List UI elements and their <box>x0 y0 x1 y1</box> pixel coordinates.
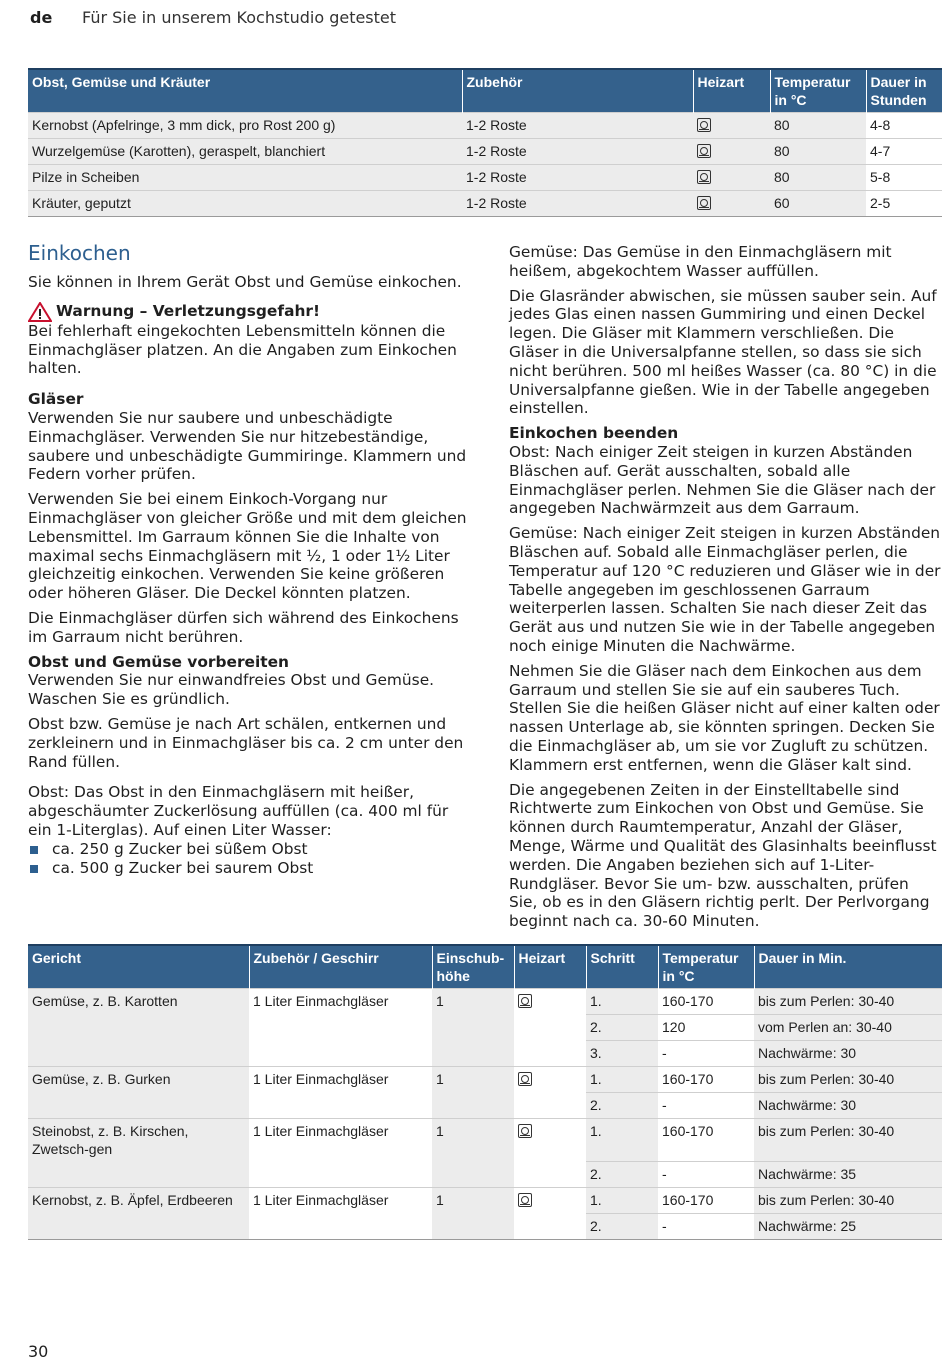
table-row <box>28 989 942 1015</box>
right-column <box>509 243 942 937</box>
duration-cell: bis zum Perlen: 30-40 <box>754 1067 942 1093</box>
duration-cell: Nachwärme: 25 <box>754 1213 942 1239</box>
step-cell: 2. <box>586 1161 658 1187</box>
accessory-cell: 1 Liter Einmachgläser <box>249 989 432 1015</box>
hot-air-icon <box>518 1072 532 1086</box>
heating-mode-cell <box>514 1213 586 1239</box>
table-row <box>28 1041 942 1067</box>
paragraph: Obst: Das Obst in den Einmachgläsern mit heißer, abgeschäumter Zuckerlösung auffüllen (ca. 400 ml für ein 1-Literglas). Auf einen Liter Wasser: <box>28 783 449 839</box>
temperature-cell: 160-170 <box>658 1187 754 1213</box>
paragraph: Gemüse: Das Gemüse in den Einmachgläsern mit heißem, abgekochtem Wasser auffüllen. <box>509 243 892 280</box>
accessory-cell <box>249 1213 432 1239</box>
col-header-duration: Dauer in Min. <box>754 945 942 989</box>
accessory-cell <box>249 1041 432 1067</box>
heating-mode-cell <box>693 113 770 139</box>
hot-air-icon <box>697 118 711 132</box>
paragraph: Gemüse: Nach einiger Zeit steigen in kurzen Abständen Bläschen auf. Sobald alle Einmachgläser perlen, die Temperatur auf 120 °C reduzieren und Gläser wie in der Tabelle angegeben im geschlossenen Garraum weiterperlen lassen. Schalten Sie nach dieser Zeit das Gerät aus und nutzen Sie wie in der Tabelle angegeben noch einige Minuten die Nachwärme. <box>509 524 941 655</box>
food-cell: Pilze in Scheiben <box>28 165 462 191</box>
duration-cell: vom Perlen an: 30-40 <box>754 1015 942 1041</box>
hot-air-icon <box>697 196 711 210</box>
hot-air-icon <box>518 1193 532 1207</box>
level-cell <box>432 1041 514 1067</box>
level-cell: 1 <box>432 989 514 1015</box>
temperature-cell: 80 <box>770 165 866 191</box>
list-item: ca. 250 g Zucker bei süßem Obst <box>28 840 468 859</box>
dish-cell <box>28 1041 249 1067</box>
accessory-cell <box>249 1093 432 1119</box>
finish-title: Einkochen beenden <box>509 424 679 443</box>
paragraph: Verwenden Sie bei einem Einkoch-Vorgang nur Einmachgläser von gleicher Größe und mit dem gleichen Lebensmittel. Im Garraum können Sie die Inhalte von maximal sechs Einmachgläsern mit ½, 1 oder 1½ Liter gleichzeitig einkochen. Verwenden Sie keine größeren oder höheren Gläser. Die Deckel könnten platzen. <box>28 490 467 603</box>
warning-icon <box>28 302 52 322</box>
col-header-heating: Heizart <box>693 69 770 113</box>
accessory-cell: 1-2 Roste <box>462 165 693 191</box>
table-row <box>28 1213 942 1239</box>
heating-mode-cell <box>693 139 770 165</box>
paragraph: Die Glasränder abwischen, sie müssen sauber sein. Auf jedes Glas einen nassen Gummiring und einen Deckel legen. Die Gläser mit Klammern verschließen. Die Gläser in die Universalpfanne stellen, so dass sie sich nicht berühren. 500 ml heißes Wasser (ca. 80 °C) in die Universalpfanne gießen. Wie in der Tabelle angegeben einstellen. <box>509 286 937 418</box>
temperature-cell: - <box>658 1161 754 1187</box>
step-cell: 1. <box>586 989 658 1015</box>
heating-mode-cell <box>514 1067 586 1093</box>
step-cell: 2. <box>586 1213 658 1239</box>
level-cell <box>432 1093 514 1119</box>
duration-cell: 4-8 <box>866 113 942 139</box>
drying-table <box>28 68 942 217</box>
paragraph: Obst bzw. Gemüse je nach Art schälen, entkernen und zerkleinern und in Einmachgläser bis ca. 2 cm unter den Rand füllen. <box>28 714 464 771</box>
hot-air-icon <box>697 170 711 184</box>
heating-mode-cell <box>514 989 586 1015</box>
duration-cell: 5-8 <box>866 165 942 191</box>
duration-cell: 4-7 <box>866 139 942 165</box>
dish-cell <box>28 1093 249 1119</box>
heating-mode-cell <box>693 165 770 191</box>
col-header-accessory: Zubehör <box>462 69 693 113</box>
temperature-cell: 160-170 <box>658 989 754 1015</box>
page-header-title: Für Sie in unserem Kochstudio getestet <box>82 8 397 27</box>
accessory-cell: 1-2 Roste <box>462 191 693 217</box>
level-cell: 1 <box>432 1067 514 1093</box>
temperature-cell: 160-170 <box>658 1067 754 1093</box>
temperature-cell: - <box>658 1041 754 1067</box>
temperature-cell: 80 <box>770 113 866 139</box>
temperature-cell: - <box>658 1093 754 1119</box>
heating-mode-cell <box>514 1015 586 1041</box>
hot-air-icon <box>518 1124 532 1138</box>
list-item: ca. 500 g Zucker bei saurem Obst <box>28 859 468 878</box>
language-code: de <box>30 8 53 27</box>
prepare-text: Verwenden Sie nur einwandfreies Obst und Gemüse. Waschen Sie es gründlich. <box>28 671 435 709</box>
level-cell <box>432 1161 514 1187</box>
duration-cell: Nachwärme: 35 <box>754 1161 942 1187</box>
step-cell: 1. <box>586 1119 658 1162</box>
col-header-temperature: Temperatur in °C <box>770 69 866 113</box>
warning-text: Bei fehlerhaft eingekochten Lebensmitteln können die Einmachgläser platzen. An die Angaben zum Einkochen halten. <box>28 321 457 378</box>
paragraph: Nehmen Sie die Gläser nach dem Einkochen aus dem Garraum und stellen Sie sie auf ein sauberes Tuch. Stellen Sie die heißen Gläser nicht auf einer kalten oder nassen Unterlage ab, sie könnten springen. Decken Sie die Einmachgläser ab, um sie vor Zugluft zu schützen. Klammern erst entfernen, wenn die Gläser kalt sind. <box>509 661 940 774</box>
food-cell: Wurzelgemüse (Karotten), geraspelt, blanchiert <box>28 139 462 165</box>
duration-cell: bis zum Perlen: 30-40 <box>754 989 942 1015</box>
level-cell: 1 <box>432 1119 514 1162</box>
table-row <box>28 1067 942 1093</box>
dish-cell <box>28 1015 249 1041</box>
food-cell: Kräuter, geputzt <box>28 191 462 217</box>
col-header-accessory: Zubehör / Geschirr <box>249 945 432 989</box>
duration-cell: Nachwärme: 30 <box>754 1093 942 1119</box>
glaeser-title: Gläser <box>28 390 84 409</box>
col-header-duration: Dauer in Stunden <box>866 69 942 113</box>
heating-mode-cell <box>693 191 770 217</box>
level-cell <box>432 1213 514 1239</box>
dish-cell: Kernobst, z. B. Äpfel, Erdbeeren <box>28 1187 249 1213</box>
table-row <box>28 113 942 139</box>
temperature-cell: 80 <box>770 139 866 165</box>
canning-table <box>28 944 942 1240</box>
table-row <box>28 165 942 191</box>
paragraph: Die Einmachgläser dürfen sich während des Einkochens im Garraum nicht berühren. <box>28 608 459 646</box>
step-cell: 2. <box>586 1015 658 1041</box>
heating-mode-cell <box>514 1041 586 1067</box>
step-cell: 1. <box>586 1067 658 1093</box>
table-row <box>28 1015 942 1041</box>
col-header-dish: Gericht <box>28 945 249 989</box>
intro-text: Sie können in Ihrem Gerät Obst und Gemüse einkochen. <box>28 273 462 291</box>
warning-title <box>28 302 468 322</box>
heating-mode-cell <box>514 1119 586 1162</box>
level-cell <box>432 1015 514 1041</box>
paragraph: Obst: Nach einiger Zeit steigen in kurzen Abständen Bläschen auf. Gerät ausschalten, sobald alle Einmachgläser perlen. Nehmen Sie die Gläser nach der angegeben Nachwärmzeit aus dem Garraum. <box>509 442 936 518</box>
prepare-title: Obst und Gemüse vorbereiten <box>28 652 289 671</box>
temperature-cell: - <box>658 1213 754 1239</box>
table-row <box>28 1161 942 1187</box>
duration-cell: bis zum Perlen: 30-40 <box>754 1119 942 1162</box>
accessory-cell <box>249 1015 432 1041</box>
dish-cell: Gemüse, z. B. Gurken <box>28 1067 249 1093</box>
sugar-list <box>28 840 468 878</box>
dish-cell <box>28 1213 249 1239</box>
accessory-cell: 1-2 Roste <box>462 113 693 139</box>
accessory-cell: 1 Liter Einmachgläser <box>249 1067 432 1093</box>
accessory-cell: 1-2 Roste <box>462 139 693 165</box>
warning-title-text: Warnung – Verletzungsgefahr! <box>56 302 321 321</box>
dish-cell: Steinobst, z. B. Kirschen, Zwetsch-gen <box>28 1119 249 1162</box>
col-header-temperature: Temperatur in °C <box>658 945 754 989</box>
accessory-cell <box>249 1161 432 1187</box>
level-cell: 1 <box>432 1187 514 1213</box>
accessory-cell: 1 Liter Einmachgläser <box>249 1187 432 1213</box>
col-header-heating: Heizart <box>514 945 586 989</box>
col-header-step: Schritt <box>586 945 658 989</box>
col-header-level: Einschub-höhe <box>432 945 514 989</box>
step-cell: 3. <box>586 1041 658 1067</box>
duration-cell: Nachwärme: 30 <box>754 1041 942 1067</box>
temperature-cell: 120 <box>658 1015 754 1041</box>
step-cell: 2. <box>586 1093 658 1119</box>
duration-cell: bis zum Perlen: 30-40 <box>754 1187 942 1213</box>
left-column <box>28 241 468 877</box>
table-row <box>28 1187 942 1213</box>
dish-cell <box>28 1161 249 1187</box>
temperature-cell: 60 <box>770 191 866 217</box>
section-heading: Einkochen <box>28 241 131 265</box>
paragraph: Die angegebenen Zeiten in der Einstelltabelle sind Richtwerte zum Einkochen von Obst und Gemüse. Sie können durch Raumtemperatur, Anzahl der Gläser, Menge, Wärme und Qualität des Glasinhalts beeinflusst werden. Die Angaben beziehen sich auf 1-Liter-Rundgläser. Bevor Sie um- bzw. ausschalten, prüfen Sie, ob es in den Gläsern richtig perlt. Der Perlvorgang beginnt nach ca. 30-60 Minuten. <box>509 780 937 931</box>
table-row <box>28 1093 942 1119</box>
heating-mode-cell <box>514 1161 586 1187</box>
page-number: 30 <box>28 1342 49 1361</box>
table-row <box>28 1119 942 1162</box>
dish-cell: Gemüse, z. B. Karotten <box>28 989 249 1015</box>
accessory-cell: 1 Liter Einmachgläser <box>249 1119 432 1162</box>
heating-mode-cell <box>514 1187 586 1213</box>
step-cell: 1. <box>586 1187 658 1213</box>
hot-air-icon <box>518 994 532 1008</box>
glaeser-text: Verwenden Sie nur saubere und unbeschädigte Einmachgläser. Verwenden Sie nur hitzebeständige, saubere und unbeschädigte Gummiringe. Klammern und Federn vorher prüfen. <box>28 408 467 484</box>
col-header-food: Obst, Gemüse und Kräuter <box>28 69 462 113</box>
temperature-cell: 160-170 <box>658 1119 754 1162</box>
heating-mode-cell <box>514 1093 586 1119</box>
hot-air-icon <box>697 144 711 158</box>
duration-cell: 2-5 <box>866 191 942 217</box>
table-row <box>28 191 942 217</box>
table-row <box>28 139 942 165</box>
food-cell: Kernobst (Apfelringe, 3 mm dick, pro Rost 200 g) <box>28 113 462 139</box>
